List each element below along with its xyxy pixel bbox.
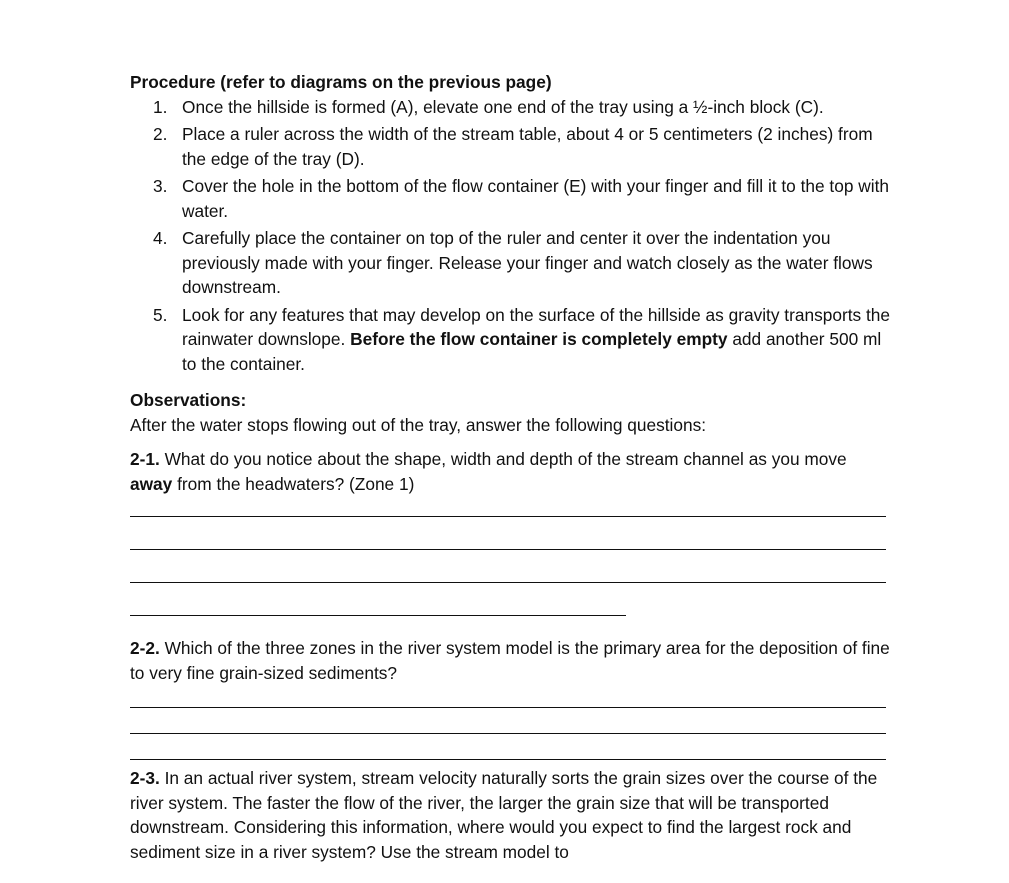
question-text: from the headwaters? (Zone 1) xyxy=(172,473,415,494)
answer-line[interactable] xyxy=(130,615,626,616)
step-number: 1. xyxy=(153,96,168,117)
step-text: Place a ruler across the width of the stream table, about 4 or 5 centimeters (2 inches) from the edge of the tray (D). xyxy=(182,124,873,169)
step-number: 2. xyxy=(153,124,168,144)
question-number: 2-1. xyxy=(130,449,160,469)
step-text-bold: Before the flow container is completely empty xyxy=(350,329,728,349)
answer-line[interactable] xyxy=(130,707,886,708)
step-text: Cover the hole in the bottom of the flow container (E) with your finger and fill it to the top with water. xyxy=(182,176,889,221)
procedure-steps xyxy=(130,95,890,377)
question-text: Which of the three zones in the river system model is the primary area for the deposition of fine to very fine grain-sized sediments? xyxy=(130,638,890,683)
question-text: In an actual river system, stream velocity naturally sorts the grain sizes over the course of the river system. The faster the flow of the river, the larger the grain size that will be transported downstream. Considering this information, where would you expect to find the largest rock and sediment size in a river system? Use the stream model to xyxy=(130,768,878,862)
answer-line[interactable] xyxy=(130,582,886,583)
procedure-step xyxy=(130,303,890,377)
step-text: add another 500 ml to the container. xyxy=(182,329,882,374)
answer-line[interactable] xyxy=(130,549,886,550)
step-text: Look for any features that may develop on the surface of the hillside as gravity transports the rainwater downslope. xyxy=(182,304,890,349)
question-2-2 xyxy=(130,636,890,685)
step-number: 4. xyxy=(153,228,168,248)
observations-heading: Observations: xyxy=(130,390,247,410)
step-number: 5. xyxy=(153,304,168,325)
question-number: 2-3. xyxy=(130,768,160,788)
procedure-step xyxy=(130,174,890,223)
worksheet-page xyxy=(130,70,890,864)
question-2-1 xyxy=(130,447,890,496)
observations-intro: After the water stops flowing out of the tray, answer the following questions: xyxy=(130,414,707,435)
step-number: 3. xyxy=(153,176,168,196)
procedure-step xyxy=(130,122,890,171)
answer-line[interactable] xyxy=(130,733,886,734)
procedure-heading: Procedure (refer to diagrams on the previous page) xyxy=(130,72,552,92)
procedure-step xyxy=(130,95,890,120)
step-text: Carefully place the container on top of the ruler and center it over the indentation you previously made with your finger. Release your finger and watch closely as the water flows downstream. xyxy=(182,228,873,297)
procedure-step xyxy=(130,226,890,300)
step-text: Once the hillside is formed (A), elevate one end of the tray using a ½-inch block (C). xyxy=(182,96,824,117)
question-text: What do you notice about the shape, width and depth of the stream channel as you move xyxy=(159,449,847,469)
question-number: 2-2. xyxy=(130,638,160,658)
question-2-3 xyxy=(130,766,890,864)
answer-line[interactable] xyxy=(130,516,886,517)
answer-line[interactable] xyxy=(130,759,886,760)
question-text-bold: away xyxy=(130,473,173,494)
